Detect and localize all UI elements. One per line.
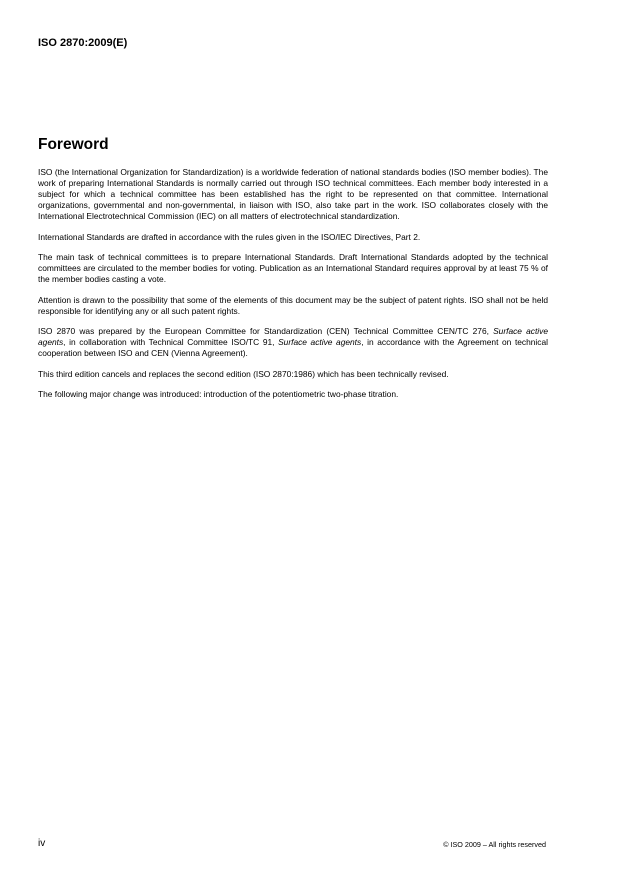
foreword-body	[38, 167, 548, 410]
paragraph-edition: This third edition cancels and replaces the second edition (ISO 2870:1986) which has been technically revised.	[38, 368, 449, 379]
preparation-text-2: , in collaboration with Technical Committee ISO/TC 91,	[63, 337, 279, 347]
paragraph-iso-intro: ISO (the International Organization for Standardization) is a worldwide federation of national standards bodies (ISO member bodies). The work of preparing International Standards is normally carried out through ISO technical committees. Each member body interested in a subject for which a technical committee has been established has the right to be represented on that committee. International organizations, governmental and non-governmental, in liaison with ISO, also take part in the work. ISO collaborates closely with the International Electrotechnical Commission (IEC) on all matters of electrotechnical standardization.	[38, 167, 548, 221]
paragraph-committee-task: The main task of technical committees is to prepare International Standards. Draft International Standards adopted by the technical committees are circulated to the member bodies for voting. Publication as an International Standard requires approval by at least 75 % of the member bodies casting a vote.	[38, 252, 548, 284]
preparation-text-3: , in accordance with the Agreement on technical cooperation between ISO and CEN (Vienna Agreement).	[38, 337, 549, 358]
paragraph-drafting-rules: International Standards are drafted in accordance with the rules given in the ISO/IEC Directives, Part 2.	[38, 231, 421, 242]
copyright-notice: © ISO 2009 – All rights reserved	[443, 840, 546, 849]
preparation-text-1: ISO 2870 was prepared by the European Committee for Standardization (CEN) Technical Committee CEN/TC 276,	[38, 326, 494, 336]
document-id-header: ISO 2870:2009(E)	[38, 37, 128, 49]
committee-name-iso: Surface active agents	[278, 337, 362, 347]
committee-name-cen: Surface active agents	[38, 326, 548, 347]
page-footer	[38, 838, 546, 852]
paragraph-major-change: The following major change was introduced: introduction of the potentiometric two-phase titration.	[38, 389, 399, 399]
paragraph-patent-rights: Attention is drawn to the possibility that some of the elements of this document may be the subject of patent rights. ISO shall not be held responsible for identifying any or all such patent rights.	[38, 294, 548, 316]
paragraph-preparation	[38, 326, 548, 359]
page-title: Foreword	[38, 136, 109, 153]
page-number: iv	[38, 838, 46, 849]
